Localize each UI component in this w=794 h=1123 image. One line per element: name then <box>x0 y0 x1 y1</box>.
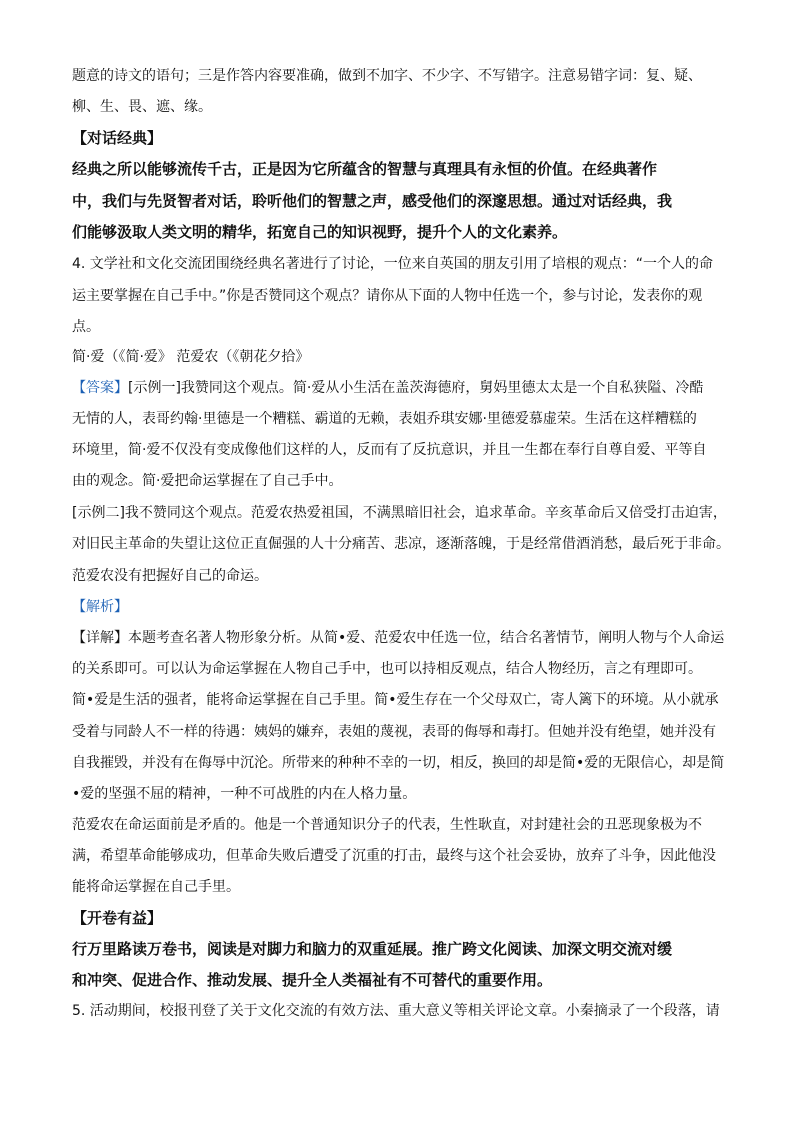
intro-line-2: 柳、生、畏、遮、缘。 <box>72 99 212 115</box>
question-4-line-3: 点。 <box>72 319 100 335</box>
answer-line-4: 由的观念。简·爱把命运掌握在了自己手中。 <box>72 473 343 489</box>
dialogue-line-1: 经典之所以能够流传千古，正是因为它所蕴含的智慧与真理具有永恒的价值。在经典著作 <box>72 160 658 178</box>
answer-tag: 【答案】 <box>72 380 128 396</box>
analysis-line-9: 能将命运掌握在自己手里。 <box>72 879 240 895</box>
question-4-line-1: 4. 文学社和文化交流团围绕经典名著进行了讨论，一位来自英国的朋友引用了培根的观点：“一个人的命 <box>72 256 714 272</box>
analysis-line-6: •爱的坚强不屈的精神，一种不可战胜的内在人格力量。 <box>72 786 417 802</box>
analysis-line-7: 范爱农在命运面前是矛盾的。他是一个普通知识分子的代表，生性耿直，对封建社会的丑恶现象极为不 <box>72 817 702 833</box>
section-heading-dialogue: 【对话经典】 <box>72 129 163 147</box>
answer-line-5: [示例二]我不赞同这个观点。范爱农热爱祖国，不满黑暗旧社会，追求革命。辛亥革命后又倍受打击迫害， <box>72 505 727 521</box>
dialogue-line-2: 中，我们与先贤智者对话，聆听他们的智慧之声，感受他们的深邃思想。通过对话经典，我 <box>72 192 673 210</box>
answer-text-1: [示例一]我赞同这个观点。简·爱从小生活在盖茨海德府，舅妈里德太太是一个自私狭隘、冷酷 <box>128 380 704 396</box>
answer-line-7: 范爱农没有把握好自己的命运。 <box>72 568 268 584</box>
intro-line-1: 题意的诗文的语句；三是作答内容要准确，做到不加字、不少字、不写错字。注意易错字词：复、疑、 <box>72 68 702 84</box>
analysis-tag: 【解析】 <box>72 599 128 615</box>
dialogue-line-3: 们能够汲取人类文明的精华，拓宽自己的知识视野，提升个人的文化素养。 <box>72 223 568 241</box>
answer-line-2: 无情的人，表哥约翰·里德是一个糟糕、霸道的无赖，表姐乔琪安娜·里德爱慕虚荣。生活在这样糟糕的 <box>72 411 697 427</box>
open-book-line-2: 和冲突、促进合作、推动发展、提升全人类福祉有不可替代的重要作用。 <box>72 971 553 989</box>
question-4-line-2: 运主要掌握在自己手中。”你是否赞同这个观点？请你从下面的人物中任选一个，参与讨论，发表你的观 <box>72 288 703 304</box>
analysis-line-4: 受着与同龄人不一样的待遇：姨妈的嫌弃，表姐的蔑视，表哥的侮辱和毒打。但她并没有绝望，她并没有 <box>72 724 716 740</box>
analysis-line-8: 满，希望革命能够成功，但革命失败后遭受了沉重的打击，最终与这个社会妥协，放弃了斗争，因此他没 <box>72 848 716 864</box>
answer-line-1 <box>72 378 703 398</box>
analysis-line-1: 【详解】本题考查名著人物形象分析。从简•爱、范爱农中任选一位，结合名著情节，阐明人物与个人命运 <box>72 630 725 646</box>
question-4-options: 简·爱（《简·爱》 范爱农（《朝花夕拾》 <box>72 349 310 365</box>
answer-line-3: 环境里，简·爱不仅没有变成像他们这样的人，反而有了反抗意识，并且一生都在奉行自尊自爱、平等自 <box>72 442 707 458</box>
analysis-line-2: 的关系即可。可以认为命运掌握在人物自己手中，也可以持相反观点，结合人物经历，言之有理即可。 <box>72 661 702 677</box>
answer-line-6: 对旧民主革命的失望让这位正直倔强的人十分痛苦、悲凉，逐渐落魄，于是经常借酒消愁，最后死于非命。 <box>72 536 730 552</box>
analysis-line-5: 自我摧毁，并没有在侮辱中沉沦。所带来的种种不幸的一切，相反，换回的却是简•爱的无限信心，却是简 <box>72 755 725 771</box>
open-book-line-1: 行万里路读万卷书，阅读是对脚力和脑力的双重延展。推广跨文化阅读、加深文明交流对缓 <box>72 940 673 958</box>
section-heading-open-book: 【开卷有益】 <box>72 909 163 927</box>
question-5-line-1: 5. 活动期间，校报刊登了关于文化交流的有效方法、重大意义等相关评论文章。小秦摘录了一个段落，请 <box>72 1003 720 1019</box>
analysis-line-3: 简•爱是生活的强者，能将命运掌握在自己手里。简•爱生存在一个父母双亡，寄人篱下的环境。从小就承 <box>72 692 719 708</box>
